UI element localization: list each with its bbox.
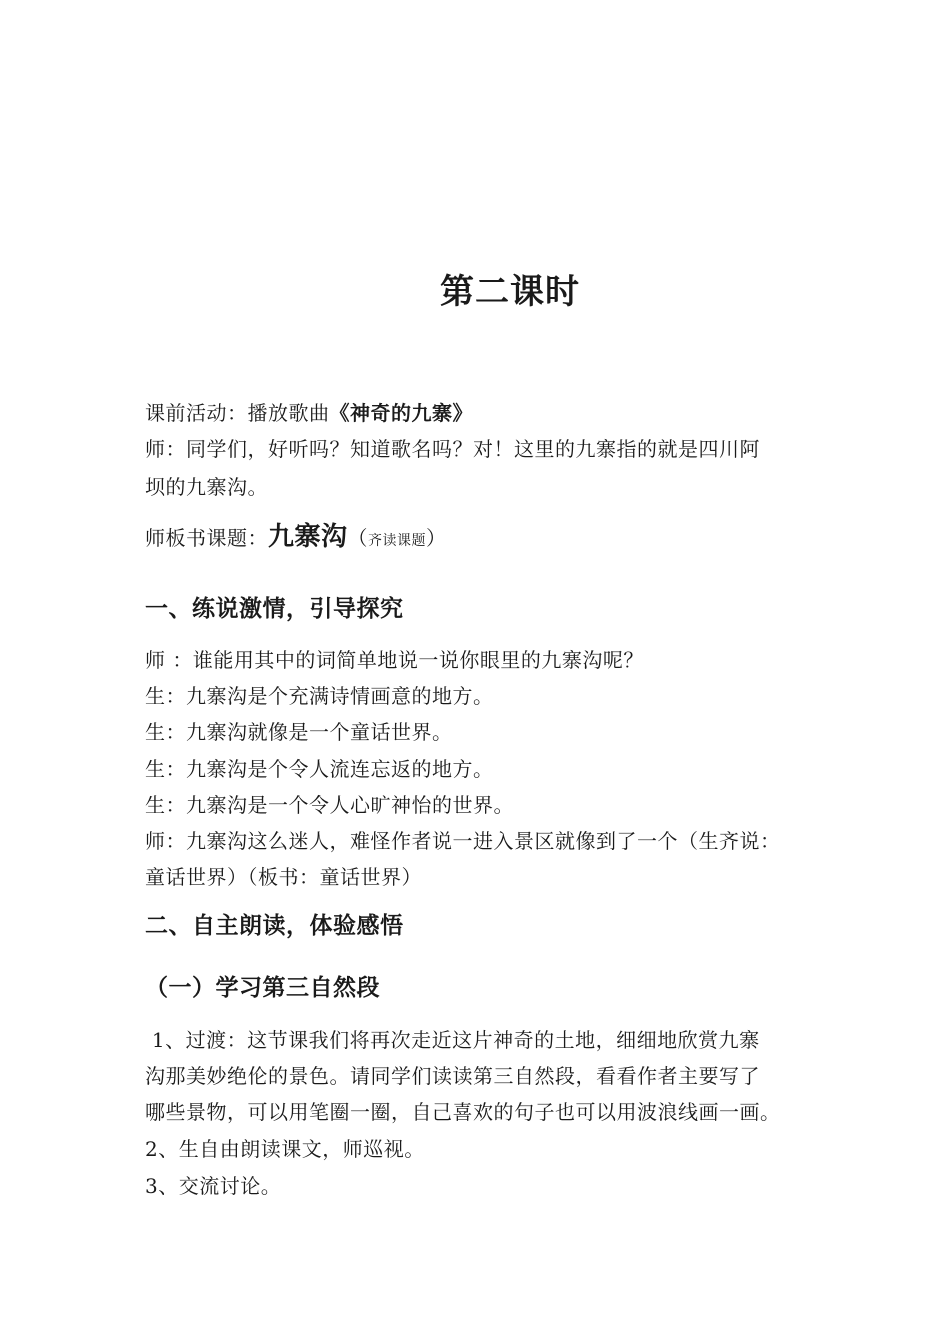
intro-line-2: 坝的九寨沟。 [145,475,268,499]
section-2-line: 1、过渡：这节课我们将再次走近这片神奇的土地，细细地欣赏九寨 [145,1028,760,1052]
section-1-line: 生：九寨沟是个充满诗情画意的地方。 [145,684,494,708]
pre-activity-label: 课前活动：播放歌曲 [145,401,330,425]
section-2-line: 沟那美妙绝伦的景色。请同学们读读第三自然段，看看作者主要写了 [145,1064,760,1088]
song-title: 《神奇的九寨》 [329,401,473,425]
section-2-line: 哪些景物，可以用笔圈一圈，自己喜欢的句子也可以用波浪线画一画。 [145,1100,781,1124]
section-2-subheading: （一）学习第三自然段 [145,975,380,1001]
section-1-line: 师 ：谁能用其中的词简单地说一说你眼里的九寨沟呢？ [145,648,644,672]
board-title-note: 齐读课题 [368,533,427,549]
section-1-line: 师：九寨沟这么迷人，难怪作者说一进入景区就像到了一个（生齐说： [145,829,781,853]
section-1-heading: 一、练说激情，引导探究 [145,596,404,622]
section-1-line: 生：九寨沟是个令人流连忘返的地方。 [145,757,494,781]
section-2-line: 2、生自由朗读课文，师巡视。 [145,1137,425,1161]
section-1-line: 生：九寨沟是一个令人心旷神怡的世界。 [145,793,514,817]
section-2-heading: 二、自主朗读，体验感悟 [145,913,404,939]
page-title: 第二课时 [440,272,580,312]
board-title-label: 师板书课题： [145,526,268,550]
section-1-line: 童话世界）（板书：童话世界） [145,865,422,889]
board-title-line [145,521,447,557]
board-title-topic: 九寨沟 [268,522,348,552]
intro-line-1: 师：同学们，好听吗？知道歌名吗？对！这里的九寨指的就是四川阿 [145,437,760,461]
pre-activity-line [145,400,473,426]
section-2-line: 3、交流讨论。 [145,1174,282,1198]
section-1-line: 生：九寨沟就像是一个童话世界。 [145,720,453,744]
board-title-open-paren: （ [347,526,369,550]
board-title-close-paren: ） [426,526,447,550]
